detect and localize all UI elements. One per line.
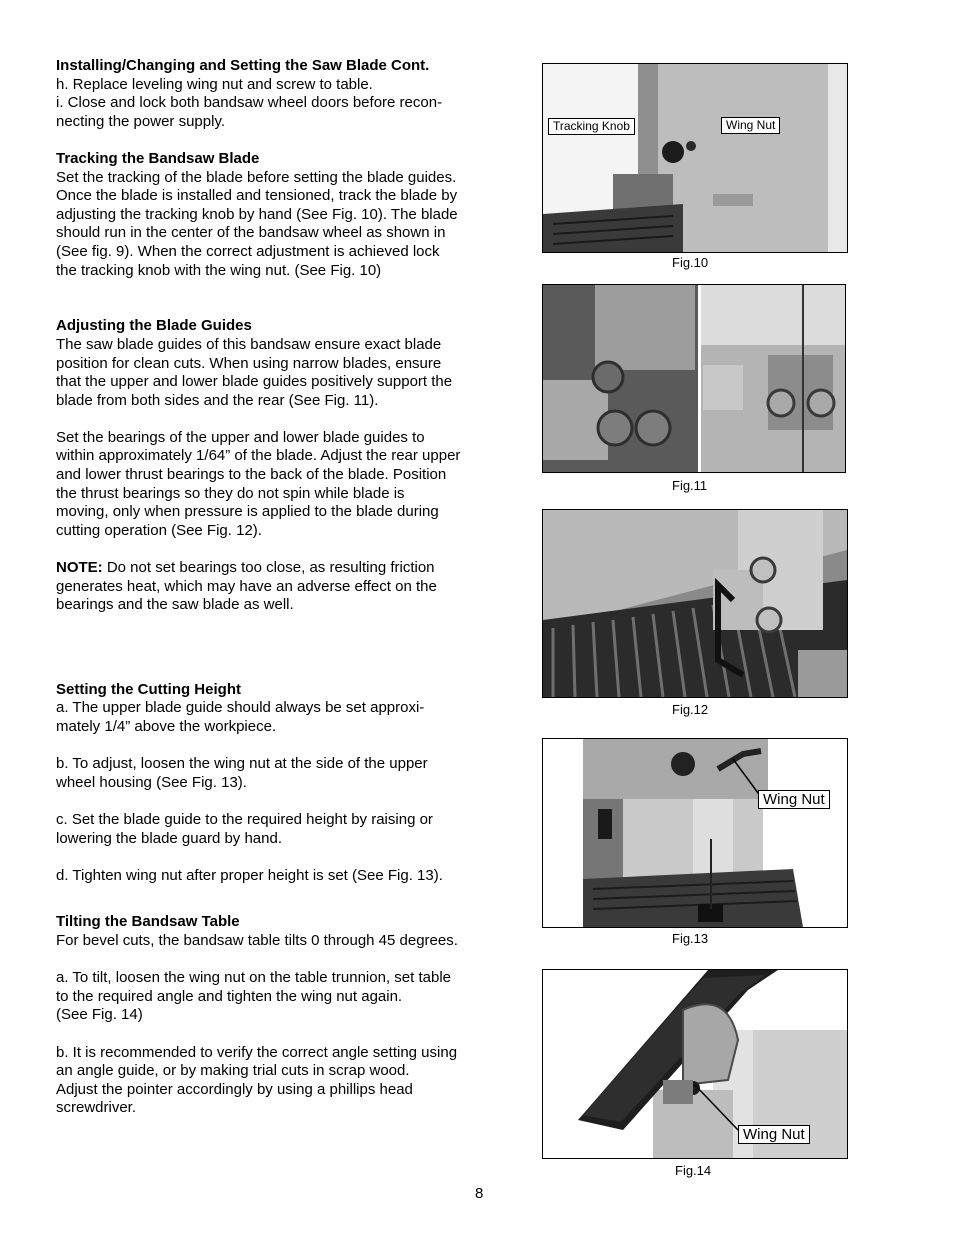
paragraph-line: the tracking knob with the wing nut. (See Fig. 10) <box>56 261 382 279</box>
paragraph-line: position for clean cuts. When using narrow blades, ensure <box>56 354 442 372</box>
paragraph-line: mately 1/4” above the workpiece. <box>56 718 277 735</box>
paragraph-line: and lower thrust bearings to the back of the blade. Position <box>56 466 447 484</box>
paragraph-line: The saw blade guides of this bandsaw ensure exact blade <box>56 335 442 353</box>
paragraph-line: d. Tighten wing nut after proper height is set (See Fig. 13). <box>56 866 443 884</box>
fig11-caption: Fig.11 <box>672 478 708 493</box>
section-title-blade-guides: Adjusting the Blade Guides <box>56 317 252 335</box>
paragraph-line: the thrust bearings so they do not spin while blade is <box>56 484 405 502</box>
section-title-cutting-height: Setting the Cutting Height <box>56 680 241 698</box>
note-label: NOTE: <box>56 559 103 577</box>
paragraph-line: (See Fig. 14) <box>56 1006 143 1024</box>
page-number: 8 <box>475 1185 484 1202</box>
paragraph-line: a. The upper blade guide should always be set approxi- <box>56 699 425 717</box>
fig10-photo <box>542 63 848 253</box>
paragraph-line: within approximately 1/64” of the blade. Adjust the rear upper <box>56 447 461 465</box>
paragraph-line: Set the tracking of the blade before setting the blade guides. <box>56 168 457 186</box>
paragraph-line: Set the bearings of the upper and lower blade guides to <box>56 428 425 446</box>
paragraph-line: Once the blade is installed and tensioned, track the blade by <box>56 187 458 205</box>
bandsaw-tracking-photo <box>543 64 847 252</box>
paragraph-line: to the required angle and tighten the wing nut again. <box>56 987 403 1005</box>
paragraph-line: adjusting the tracking knob by hand (See Fig. 10). The blade <box>56 205 458 223</box>
fig11-photo <box>542 284 846 473</box>
paragraph-line: b. It is recommended to verify the correct angle setting using <box>56 1043 458 1061</box>
callout-wing-nut: Wing Nut <box>721 117 780 134</box>
paragraph-line: blade from both sides and the rear (See Fig. 11). <box>56 391 379 409</box>
paragraph-line: should run in the center of the bandsaw wheel as shown in <box>56 224 446 242</box>
cutting-height-photo <box>543 739 847 927</box>
paragraph-line: cutting operation (See Fig. 12). <box>56 521 262 539</box>
paragraph-line: generates heat, which may have an adverse effect on the <box>56 577 437 595</box>
fig14-caption: Fig.14 <box>675 1163 712 1178</box>
note-text: Do not set bearings too close, as resulting friction <box>102 559 435 577</box>
blade-guides-photo <box>543 285 845 472</box>
paragraph: necting the power supply. <box>56 112 225 130</box>
fig12-photo <box>542 509 848 698</box>
section-title-tracking: Tracking the Bandsaw Blade <box>56 149 260 167</box>
section-title-tilting: Tilting the Bandsaw Table <box>56 913 240 931</box>
paragraph-line: b. To adjust, loosen the wing nut at the side of the upper <box>56 755 428 773</box>
paragraph-line: wheel housing (See Fig. 13). <box>56 773 247 791</box>
fig10-caption: Fig.10 <box>672 255 709 270</box>
paragraph-line: that the upper and lower blade guides positively support the <box>56 373 453 391</box>
paragraph-line: an angle guide, or by making trial cuts in scrap wood. <box>56 1062 410 1080</box>
paragraph-line: screwdriver. <box>56 1099 137 1117</box>
section-title-installing: Installing/Changing and Setting the Saw Blade Cont. <box>56 57 430 74</box>
paragraph-line: For bevel cuts, the bandsaw table tilts 0 through 45 degrees. <box>56 931 458 949</box>
paragraph-line: lowering the blade guard by hand. <box>56 829 282 847</box>
paragraph-line: Adjust the pointer accordingly by using a phillips head <box>56 1080 413 1098</box>
paragraph: h. Replace leveling wing nut and screw to table. <box>56 75 373 93</box>
callout-wing-nut-fig14: Wing Nut <box>738 1125 810 1144</box>
paragraph-line: a. To tilt, loosen the wing nut on the table trunnion, set table <box>56 969 451 987</box>
callout-tracking-knob: Tracking Knob <box>548 118 635 135</box>
fig13-photo <box>542 738 848 928</box>
text-column <box>56 57 476 1118</box>
paragraph-line: c. Set the blade guide to the required height by raising or <box>56 810 433 828</box>
thrust-bearing-photo <box>543 510 847 697</box>
fig13-caption: Fig.13 <box>672 931 709 946</box>
callout-wing-nut-fig13: Wing Nut <box>758 790 830 809</box>
paragraph: i. Close and lock both bandsaw wheel doors before recon- <box>56 94 443 112</box>
paragraph-line: (See fig. 9). When the correct adjustment is achieved lock <box>56 242 440 260</box>
paragraph-line: moving, only when pressure is applied to the blade during <box>56 503 439 521</box>
note-line <box>56 559 476 578</box>
fig12-caption: Fig.12 <box>672 702 709 717</box>
paragraph-line: bearings and the saw blade as well. <box>56 596 294 614</box>
